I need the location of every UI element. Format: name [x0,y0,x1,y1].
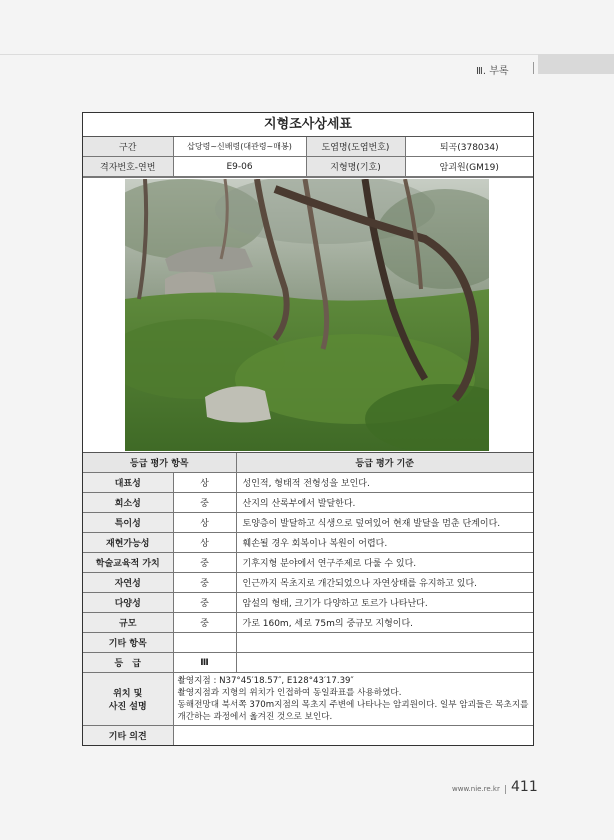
eval-grade: 상 [173,533,236,553]
eval-criteria [236,633,533,653]
table-row [83,613,533,633]
table-row [83,573,533,593]
landform-value-cell: 암괴원(GM19) [405,157,533,177]
table-row [83,493,533,513]
eval-item: 규모 [83,613,173,633]
eval-item: 다양성 [83,593,173,613]
eval-item: 자연성 [83,573,173,593]
table-row [83,653,533,673]
location-label-line: 사진 설명 [108,702,147,712]
map-value-cell: 퇴곡(378034) [405,137,533,157]
section-separator [533,62,534,74]
header-rule [0,54,614,55]
location-label-line: 위치 및 [113,689,143,699]
other-opinion-value [173,726,533,746]
eval-grade: 중 [173,553,236,573]
forest-photo [125,179,489,451]
grid-label-cell: 격자번호-연번 [83,157,173,177]
footer-url: www.nie.re.kr [452,785,500,793]
eval-grade [173,633,236,653]
eval-criteria [236,653,533,673]
survey-sheet [82,112,534,746]
eval-grade: 중 [173,593,236,613]
eval-criteria: 가로 160m, 세로 75m의 중규모 지형이다. [236,613,533,633]
table-row [83,633,533,653]
eval-criteria: 토양층이 발달하고 식생으로 덮여있어 현재 발달을 멈춘 단계이다. [236,513,533,533]
eval-item: 등 급 [83,653,173,673]
eval-criteria: 성인적, 형태적 전형성을 보인다. [236,473,533,493]
table-row [83,553,533,573]
eval-criteria: 산지의 산록부에서 발달한다. [236,493,533,513]
other-opinion-label: 기타 의견 [83,726,173,746]
section-tab [538,54,614,74]
eval-grade: 상 [173,513,236,533]
location-description [173,673,533,726]
eval-criteria: 암설의 형태, 크기가 다양하고 토르가 나타난다. [236,593,533,613]
map-label-cell: 도엽명(도엽번호) [306,137,405,157]
location-row [83,673,533,726]
eval-item: 기타 항목 [83,633,173,653]
eval-item: 희소성 [83,493,173,513]
eval-item-header: 등급 평가 항목 [83,453,236,473]
eval-grade: 상 [173,473,236,493]
info-table [83,137,533,177]
table-row [83,593,533,613]
section-value-cell: 삽당령~신배령(대관령~매봉) [173,137,306,157]
eval-grade: 중 [173,493,236,513]
landform-label-cell: 지형명(기호) [306,157,405,177]
eval-criteria-header: 등급 평가 기준 [236,453,533,473]
location-label [83,673,173,726]
section-label-cell: 구간 [83,137,173,157]
location-line: 촬영지점과 지형의 위치가 인접하여 동일좌표를 사용하였다. [177,688,402,698]
eval-item: 특이성 [83,513,173,533]
eval-criteria: 훼손될 경우 회복이나 복원이 어렵다. [236,533,533,553]
photo-row [83,177,533,453]
table-row [83,473,533,493]
location-line: 동해전망대 북서쪽 370m지점의 목초지 주변에 나타나는 암괴원이다. 일부 암괴들은 목초지를 개간하는 과정에서 옮겨진 것으로 보인다. [177,700,529,722]
eval-criteria: 인근까지 목초지로 개간되었으나 자연상태를 유지하고 있다. [236,573,533,593]
eval-grade: Ⅲ [173,653,236,673]
eval-header-row [83,453,533,473]
table-row [83,533,533,553]
location-line: 촬영지점 : N37°45′18.57″, E128°43′17.39″ [177,676,354,686]
eval-grade: 중 [173,613,236,633]
eval-grade: 중 [173,573,236,593]
eval-criteria: 기후지형 분야에서 연구주제로 다룰 수 있다. [236,553,533,573]
sheet-title: 지형조사상세표 [83,113,533,137]
section-label: Ⅲ. 부록 [476,66,509,77]
eval-item: 재현가능성 [83,533,173,553]
info-row [83,137,533,157]
grid-value-cell: E9-06 [173,157,306,177]
evaluation-table [83,453,533,745]
footer-separator [505,785,506,794]
info-row [83,157,533,177]
page-number: 411 [511,779,538,795]
table-row [83,513,533,533]
eval-item: 학술교육적 가치 [83,553,173,573]
other-opinion-row [83,726,533,746]
eval-item: 대표성 [83,473,173,493]
